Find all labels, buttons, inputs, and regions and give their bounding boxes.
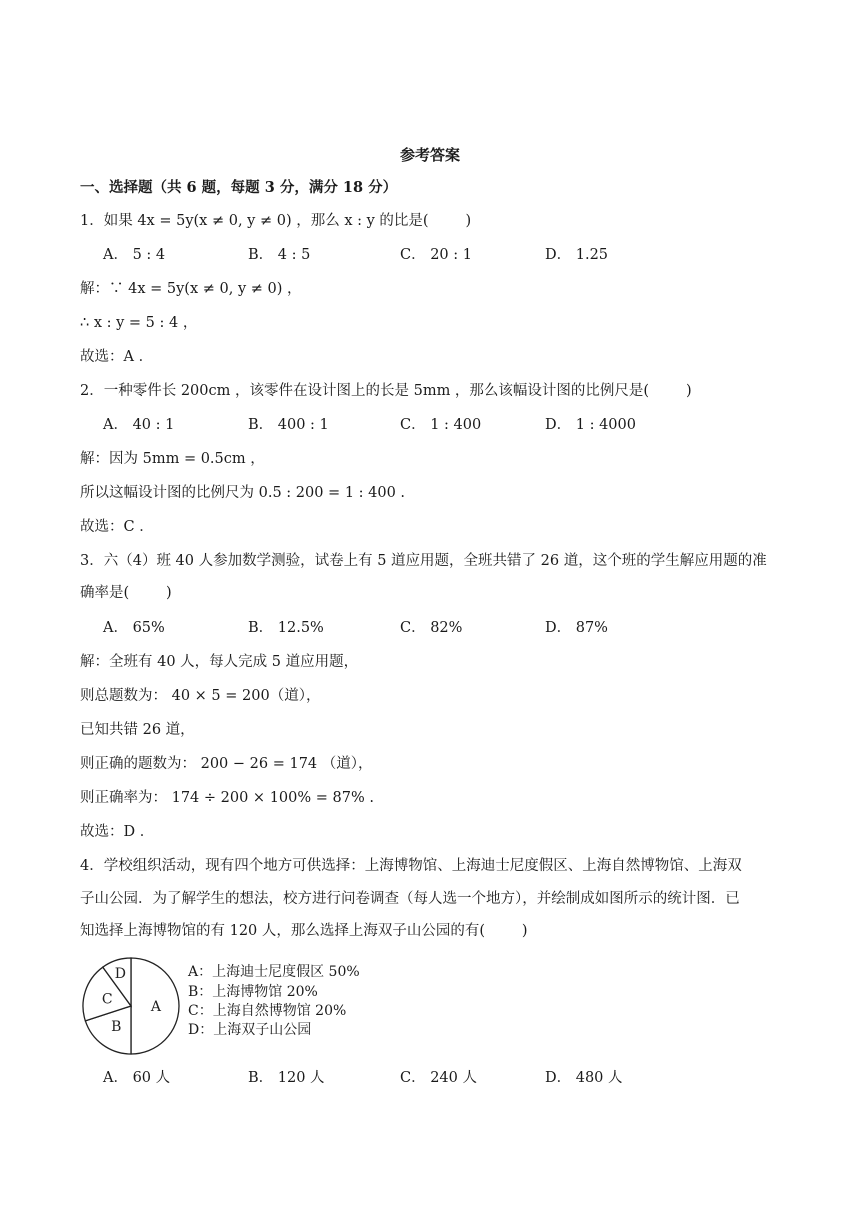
q4-stem: 子山公园．为了解学生的想法，校方进行问卷调查（每人选一个地方），并绘制成如图所示的统计图．已: [80, 891, 740, 907]
q1-stem: 1．如果 4x = 5y(x ≠ 0, y ≠ 0) ，那么 x : y 的比是( ): [80, 213, 472, 229]
q4-option-c: C． 240 人: [400, 1070, 477, 1086]
q1-solution-line: ∴ x : y = 5 : 4 ，: [80, 315, 198, 331]
q3-solution-line: 则总题数为： 40 × 5 = 200（道），: [80, 688, 321, 704]
q2-solution-line: 解：因为 5mm = 0.5cm ，: [80, 451, 265, 467]
q1-option-c: C． 20 : 1: [400, 247, 472, 263]
q1-answer: 故选：A ．: [80, 349, 154, 365]
q3-answer: 故选：D ．: [80, 824, 155, 840]
page-title: 参考答案: [399, 146, 460, 164]
q1-option-d: D． 1.25: [545, 247, 609, 263]
legend-item-d: D：上海双子山公园: [188, 1022, 312, 1038]
q2-solution-line: 所以这幅设计图的比例尺为 0.5 : 200 = 1 : 400 .: [80, 485, 406, 501]
q2-option-a: A． 40 : 1: [103, 417, 175, 433]
q3-option-b: B． 12.5%: [248, 620, 324, 636]
q4-option-d: D． 480 人: [545, 1070, 623, 1086]
q4-option-b: B． 120 人: [248, 1070, 325, 1086]
q3-solution-line: 则正确率为： 174 ÷ 200 × 100% = 87% .: [80, 790, 374, 806]
legend-item-a: A：上海迪士尼度假区 50%: [188, 964, 360, 980]
q1-option-b: B． 4 : 5: [248, 247, 311, 263]
q2-stem: 2．一种零件长 200cm ，该零件在设计图上的长是 5mm ，那么该幅设计图的比例尺是( ): [80, 383, 692, 399]
q3-solution-line: 解：全班有 40 人，每人完成 5 道应用题，: [80, 654, 359, 670]
q3-solution-line: 已知共错 26 道，: [80, 722, 195, 738]
q1-option-a: A． 5 : 4: [103, 247, 166, 263]
legend-item-b: B：上海博物馆 20%: [188, 984, 318, 1000]
q3-stem: 确率是( ): [80, 585, 172, 601]
q2-answer: 故选：C ．: [80, 519, 154, 535]
section-heading: 一、选择题（共 6 题，每题 3 分，满分 18 分）: [80, 179, 398, 196]
pie-label-a: A: [150, 999, 162, 1015]
q2-option-c: C． 1 : 400: [400, 417, 482, 433]
q3-option-c: C． 82%: [400, 620, 463, 636]
q2-option-b: B． 400 : 1: [248, 417, 329, 433]
q4-option-a: A． 60 人: [103, 1070, 171, 1086]
legend-item-c: C：上海自然博物馆 20%: [188, 1003, 347, 1019]
q2-option-d: D． 1 : 4000: [545, 417, 636, 433]
q3-option-a: A． 65%: [103, 620, 165, 636]
q4-stem: 4．学校组织活动，现有四个地方可供选择：上海博物馆、上海迪士尼度假区、上海自然博物馆、上海双: [80, 858, 742, 874]
pie-label-d: D: [114, 966, 126, 983]
pie-label-b: B: [111, 1019, 122, 1036]
q3-stem: 3．六（4）班 40 人参加数学测验，试卷上有 5 道应用题，全班共错了 26 道，这个班的学生解应用题的准: [80, 553, 767, 569]
pie-chart: [80, 955, 182, 1057]
q1-solution-line: 解：∵ 4x = 5y(x ≠ 0, y ≠ 0) ，: [80, 281, 302, 297]
q3-solution-line: 则正确的题数为： 200 − 26 = 174 （道），: [80, 756, 373, 772]
q4-stem: 知选择上海博物馆的有 120 人，那么选择上海双子山公园的有( ): [80, 923, 528, 939]
pie-label-c: C: [101, 991, 113, 1008]
q3-option-d: D． 87%: [545, 620, 608, 636]
